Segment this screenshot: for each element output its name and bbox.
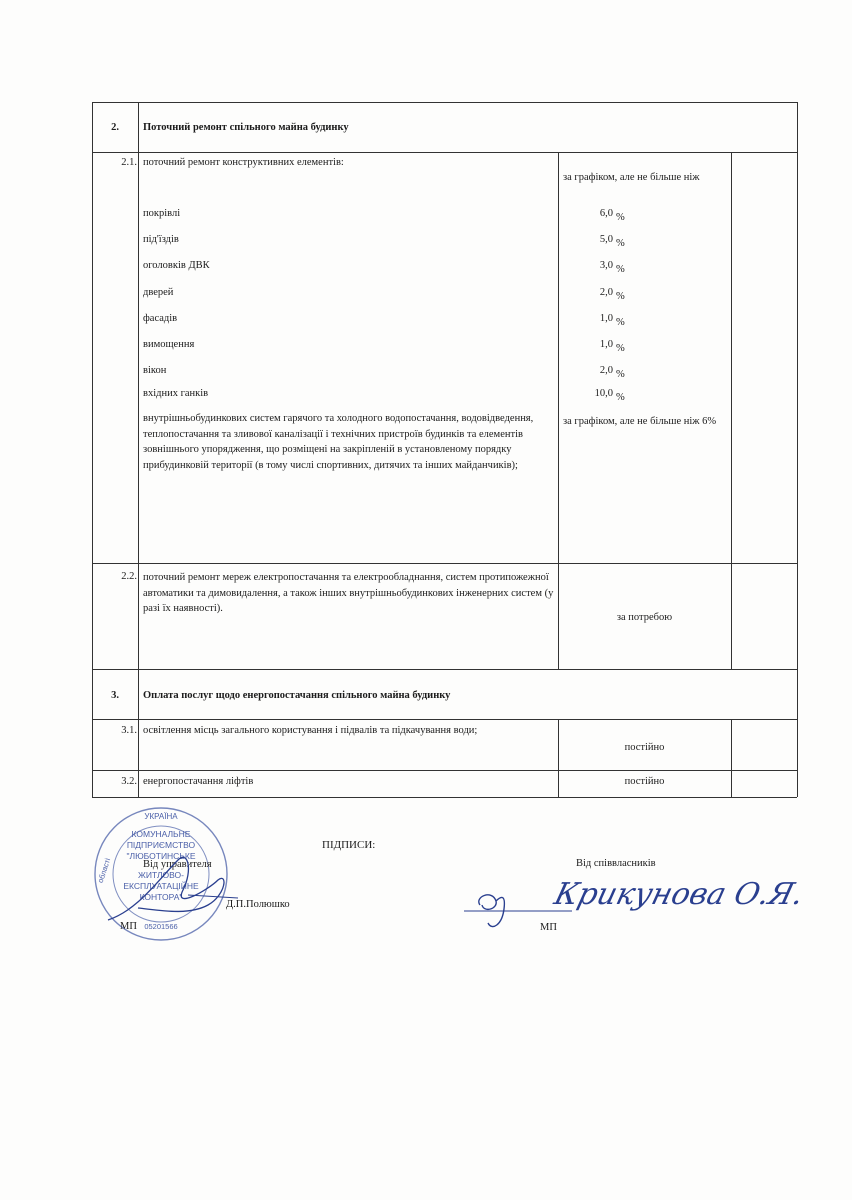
item-2-2-number: 2.2. bbox=[121, 571, 137, 582]
section-3-number: 3. bbox=[111, 690, 119, 701]
item-2-2-title: поточний ремонт мереж електропостачання та електрообладнання, систем протипожежної автоматики та димовидалення, а також інших внутрішньобудинкових інженерних систем (у разі їх наявності). bbox=[143, 572, 554, 614]
element-unit: % bbox=[616, 291, 625, 302]
stamp-line: ЖИТЛОВО- bbox=[138, 870, 184, 880]
row-divider bbox=[92, 770, 797, 771]
owners-label: Від співвласників bbox=[576, 858, 656, 869]
element-value: 2,0 bbox=[599, 287, 613, 298]
row-divider bbox=[92, 669, 797, 670]
item-2-1-title: поточний ремонт конструктивних елементів: bbox=[143, 157, 344, 168]
stamp-line: ЕКСПЛУАТАЦІЙНЕ bbox=[123, 881, 199, 891]
element-unit: % bbox=[616, 392, 625, 403]
item-3-2-period: постійно bbox=[624, 776, 665, 787]
section-2-title: Поточний ремонт спільного майна будинку bbox=[143, 122, 349, 133]
systems-description: внутрішньобудинкових систем гарячого та холодного водопостачання, водовідведення, теплопостачання та зливової каналізації і технічних пристроїв будинків та елементів зовнішнього упорядження, що розміщені на закріпленій в установленому порядку прибудинковій території (в тому числі спортивних, дитячих та інших майданчиків); bbox=[143, 413, 534, 471]
col-divider-extra bbox=[731, 152, 732, 669]
stamp-code: 05201566 bbox=[144, 922, 178, 931]
element-unit: % bbox=[616, 343, 625, 354]
owners-mp: МП bbox=[540, 922, 557, 933]
element-value: 5,0 bbox=[599, 234, 613, 245]
element-unit: % bbox=[616, 264, 625, 275]
table-border-bottom bbox=[92, 797, 797, 798]
stamp-side-text: області bbox=[95, 856, 113, 885]
element-value: 2,0 bbox=[599, 365, 613, 376]
element-label: вхідних ганків bbox=[143, 388, 209, 399]
element-value: 6,0 bbox=[599, 208, 613, 219]
stamp-line: КОМУНАЛЬНЕ bbox=[131, 829, 191, 839]
table-border-top bbox=[92, 102, 797, 103]
element-label: фасадів bbox=[143, 313, 178, 324]
element-value: 1,0 bbox=[599, 313, 613, 324]
element-value: 10,0 bbox=[594, 388, 613, 399]
element-unit: % bbox=[616, 317, 625, 328]
col-divider-number bbox=[138, 102, 139, 797]
item-3-1-title: освітлення місць загального користування і підвалів та підкачування води; bbox=[143, 725, 478, 736]
element-label: покрівлі bbox=[143, 208, 181, 219]
stamp-line: ПІДПРИЄМСТВО bbox=[126, 840, 196, 850]
row-divider bbox=[92, 563, 797, 564]
item-2-1-period: за графіком, але не більше ніж bbox=[563, 172, 700, 183]
element-label: оголовків ДВК bbox=[143, 260, 210, 271]
systems-period: за графіком, але не більше ніж 6% bbox=[563, 416, 717, 427]
item-2-1-number: 2.1. bbox=[121, 157, 137, 168]
manager-name: Д.П.Полюшко bbox=[226, 899, 290, 910]
row-divider bbox=[92, 152, 797, 153]
element-unit: % bbox=[616, 212, 625, 223]
element-value: 1,0 bbox=[599, 339, 613, 350]
element-value: 3,0 bbox=[599, 260, 613, 271]
row-divider bbox=[92, 719, 797, 720]
table-border-right bbox=[797, 102, 798, 797]
manager-label: Від управителя bbox=[143, 859, 212, 870]
col-divider-period bbox=[558, 152, 559, 669]
signatures-heading: ПІДПИСИ: bbox=[322, 839, 376, 851]
item-3-2-title: енергопостачання ліфтів bbox=[143, 776, 254, 787]
section-2-number: 2. bbox=[111, 122, 119, 133]
item-2-2-period: за потребою bbox=[616, 612, 673, 623]
item-3-1-number: 3.1. bbox=[121, 725, 137, 736]
element-unit: % bbox=[616, 238, 625, 249]
stamp-top-text: УКРАЇНА bbox=[144, 812, 178, 821]
item-3-1-period: постійно bbox=[624, 742, 665, 753]
element-label: вікон bbox=[143, 365, 167, 376]
stamp-line: КОНТОРА" bbox=[139, 892, 183, 902]
section-3-title: Оплата послуг щодо енергопостачання спільного майна будинку bbox=[143, 690, 451, 701]
owner-signature-name: Крикунова О.Я. bbox=[550, 877, 808, 912]
manager-signature bbox=[98, 850, 248, 930]
element-label: дверей bbox=[143, 287, 174, 298]
element-label: під'їздів bbox=[143, 234, 179, 245]
element-unit: % bbox=[616, 369, 625, 380]
item-3-2-number: 3.2. bbox=[121, 776, 137, 787]
stamp-line: "ЛЮБОТИНСЬКЕ bbox=[126, 851, 196, 861]
manager-mp: МП bbox=[120, 921, 137, 932]
col-divider-extra bbox=[731, 719, 732, 797]
element-label: вимощення bbox=[143, 339, 195, 350]
